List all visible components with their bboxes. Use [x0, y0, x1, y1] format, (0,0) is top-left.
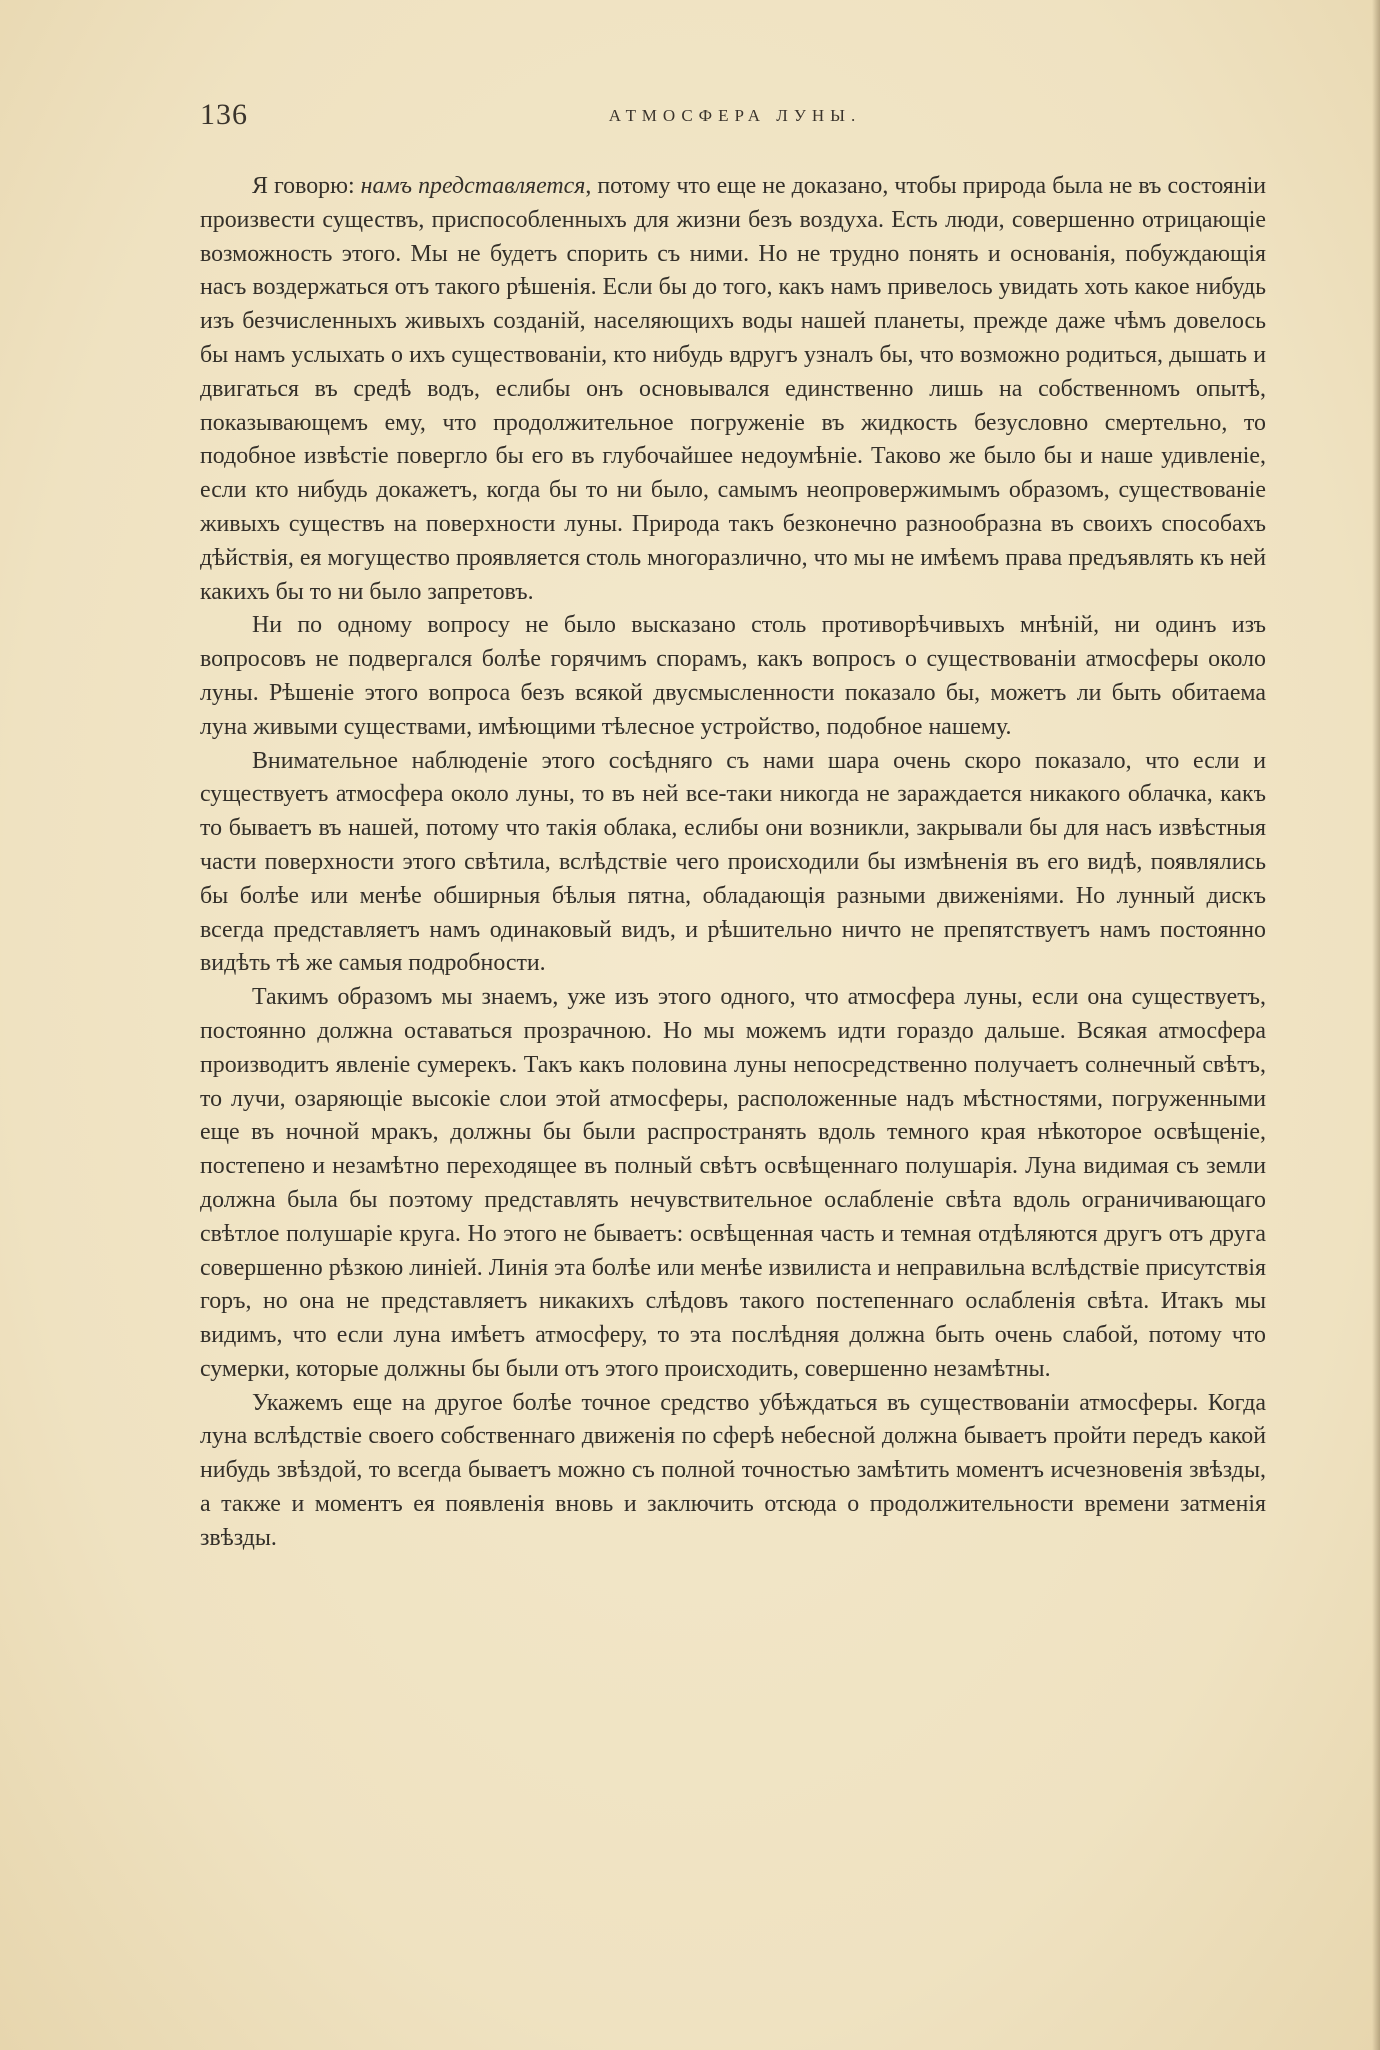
running-head: АТМОСФЕРА ЛУНЫ.	[608, 106, 862, 125]
paragraph-2: Ни по одному вопросу не было высказано столь противорѣчивыхъ мнѣній, ни одинъ изъ вопросовъ не подвергался болѣе горячимъ спорамъ, какъ вопросъ о существованіи атмосферы около луны. Рѣшеніе этого вопроса безъ всякой двусмысленности показало бы, можетъ ли быть обитаема луна живыми существами, имѣющими тѣлесное устройство, подобное нашему.	[200, 612, 1266, 740]
paragraph-1	[200, 170, 1266, 609]
paragraph-4: Такимъ образомъ мы знаемъ, уже изъ этого одного, что атмосфера луны, если она существуетъ, постоянно должна оставаться прозрачною. Но мы можемъ идти гораздо дальше. Всякая атмосфера производитъ явленіе сумерекъ. Такъ какъ половина луны непосредственно получаетъ солнечный свѣтъ, то лучи, озаряющіе высокіе слои этой атмосферы, расположенные надъ мѣстностями, погруженными еще въ ночной мракъ, должны бы были распространять вдоль темного края нѣкоторое освѣщеніе, постепено и незамѣтно переходящее въ полный свѣтъ освѣщеннаго полушарія. Луна видимая съ земли должна была бы поэтому представлять нечувствительное ослабленіе свѣта вдоль ограничивающаго свѣтлое полушаріе круга. Но этого не бываетъ: освѣщенная часть и темная отдѣляются другъ отъ друга совершенно рѣзкою линіей. Линія эта болѣе или менѣе извилиста и неправильна вслѣдствіе присутствія горъ, но она не представляетъ никакихъ слѣдовъ такого постепеннаго ослабленія свѣта. Итакъ мы видимъ, что если луна имѣетъ атмосферу, то эта послѣдняя должна быть очень слабой, потому что сумерки, которые должны бы были отъ этого происходить, совершенно незамѣтны.	[200, 984, 1266, 1382]
emphasized-phrase: намъ представляется	[360, 173, 586, 199]
paragraph-3: Внимательное наблюденіе этого сосѣдняго съ нами шара очень скоро показало, что если и существуетъ атмосфера около луны, то въ ней все-таки никогда не зараждается никакого облачка, какъ то бываетъ въ нашей, потому что такія облака, еслибы они возникли, закрывали бы для насъ извѣстныя части поверхности этого свѣтила, вслѣдствіе чего происходили бы измѣненія въ его видѣ, появлялись бы болѣе или менѣе обширныя бѣлыя пятна, обладающія разными движеніями. Но лунный дискъ всегда представляетъ намъ одинаковый видъ, и рѣшительно ничто не препятствуетъ намъ постоянно видѣть тѣ же самыя подробности.	[200, 747, 1266, 977]
paragraph-1-lead: Я говорю:	[252, 173, 361, 199]
body-text	[200, 170, 1266, 1556]
page-header	[200, 98, 1270, 138]
paragraph-1-text: , потому что еще не доказано, чтобы природа была не въ состояніи произвести существъ, приспособленныхъ для жизни безъ воздуха. Есть люди, совершенно отрицающіе возможность этого. Мы не будетъ спорить съ ними. Но не трудно понять и основанія, побуждающія насъ воздержаться отъ такого рѣшенія. Если бы до того, какъ намъ привелось увидать хоть какое нибудь изъ безчисленныхъ живыхъ созданій, населяющихъ воды нашей планеты, прежде даже чѣмъ довелось бы намъ услыхать о ихъ существованіи, кто нибудь вдругъ узналъ бы, что возможно родиться, дышать и двигаться въ средѣ водъ, еслибы онъ основывался единственно лишь на собственномъ опытѣ, показывающемъ ему, что продолжительное погруженіе въ жидкость безусловно смертельно, то подобное извѣстіе повергло бы его въ глубочайшее недоумѣніе. Таково же было бы и наше удивленіе, если кто нибудь докажетъ, когда бы то ни было, самымъ неопровержимымъ образомъ, существованіе живыхъ существъ на поверхности луны. Природа такъ безконечно разнообразна въ своихъ способахъ дѣйствія, ея могущество проявляется столь многоразлично, что мы не имѣемъ права предъявлять къ ней какихъ бы то ни было запретовъ.	[200, 173, 1266, 605]
paragraph-5: Укажемъ еще на другое болѣе точное средство убѣждаться въ существованіи атмосферы. Когда луна вслѣдствіе своего собственнаго движенія по сферѣ небесной должна бываетъ пройти передъ какой нибудь звѣздой, то всегда бываетъ можно съ полной точностью замѣтить моментъ исчезновенія звѣзды, а также и моментъ ея появленія вновь и заключить отсюда о продолжительности времени затменія звѣзды.	[200, 1389, 1266, 1551]
page-number: 136	[200, 98, 248, 131]
